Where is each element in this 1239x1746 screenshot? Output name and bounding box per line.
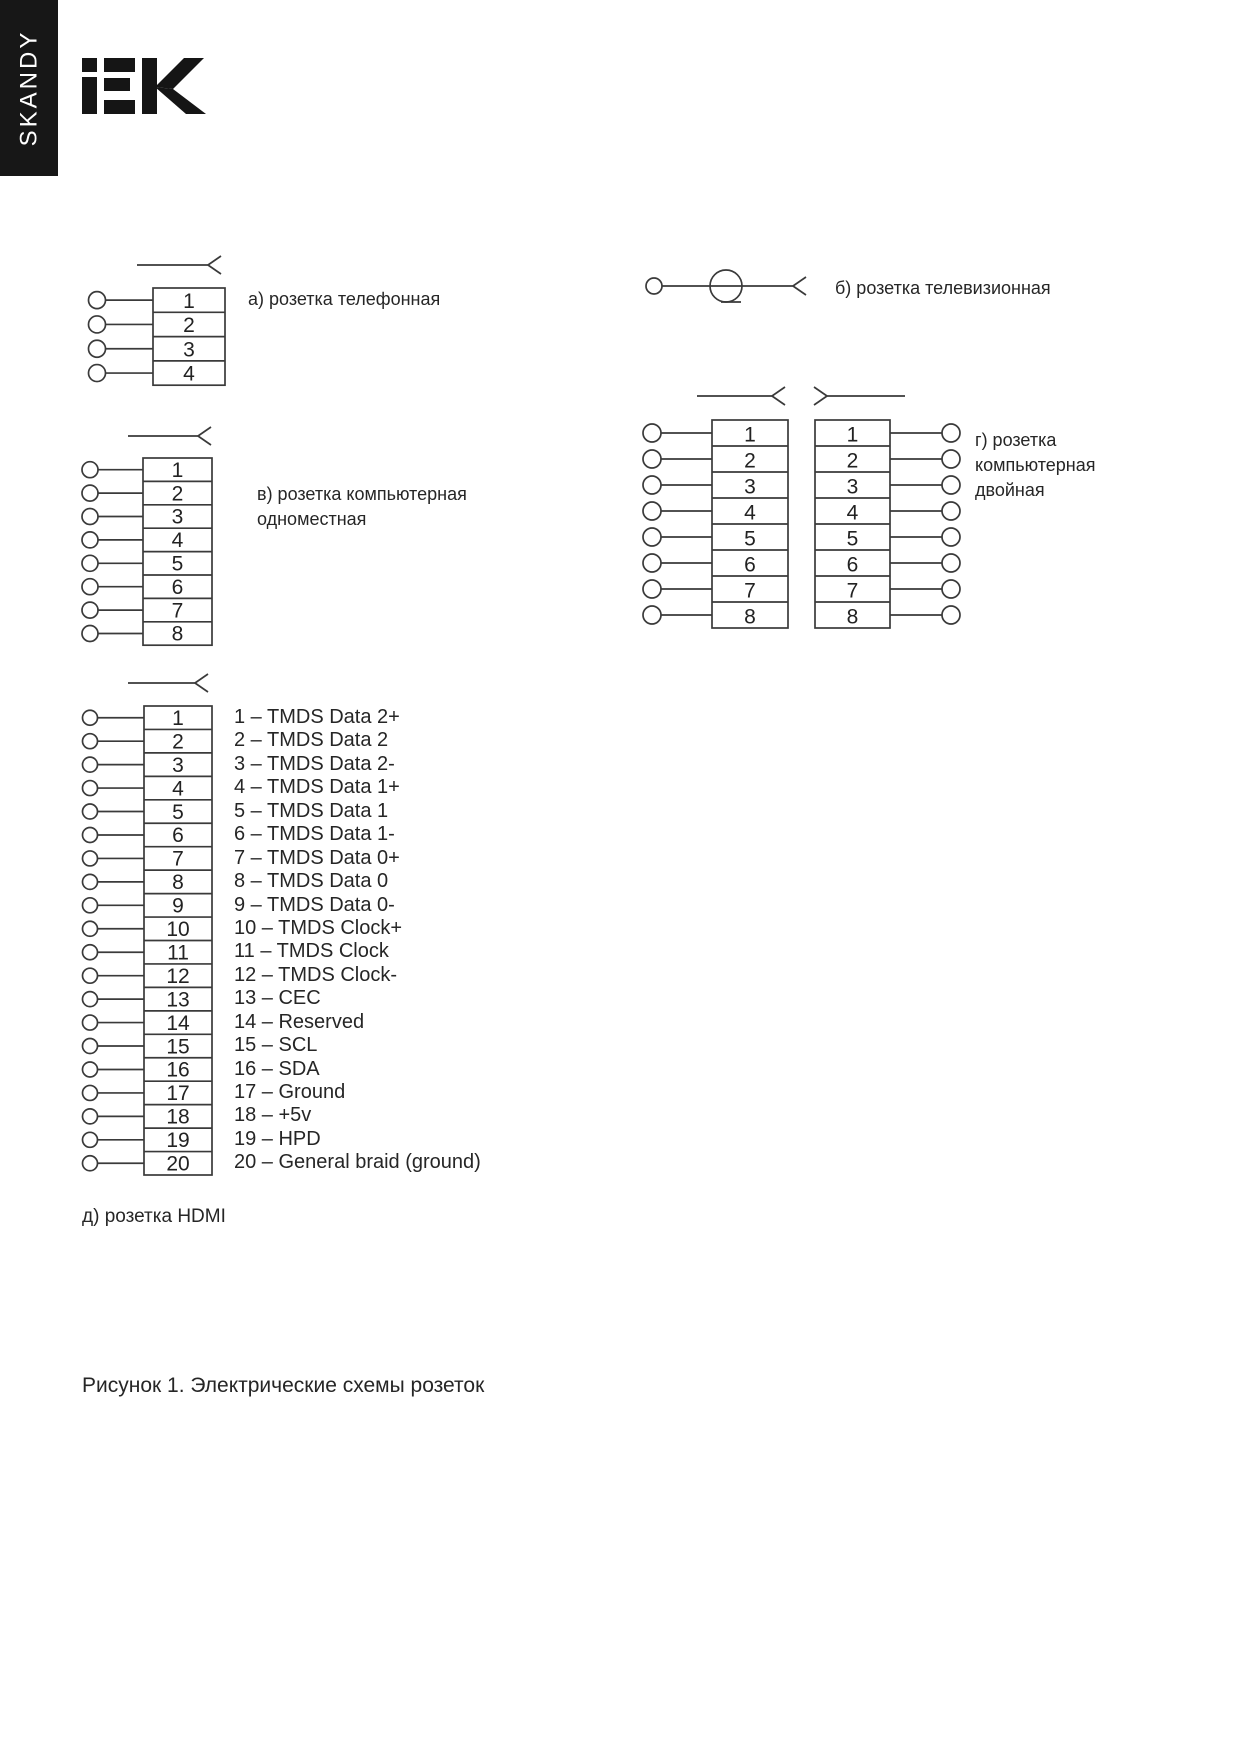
plug-arrowhead-icon [814, 387, 827, 396]
diagram-g-label [975, 428, 1095, 503]
pin-number: 8 [846, 605, 859, 629]
pin-number: 16 [166, 1058, 190, 1082]
hdmi-pin-description: 3 – TMDS Data 2- [234, 752, 395, 775]
pin-number: 3 [744, 475, 756, 499]
pin-number: 7 [744, 579, 756, 603]
contact-terminal-icon [82, 462, 98, 478]
contact-terminal-icon [83, 734, 98, 749]
hdmi-pin-description: 9 – TMDS Data 0- [234, 893, 395, 916]
contact-terminal-icon [82, 555, 98, 571]
contact-terminal-icon [83, 1156, 98, 1171]
hdmi-pin-description: 6 – TMDS Data 1- [234, 823, 395, 846]
socket-arrowhead-icon [772, 396, 785, 405]
contact-terminal-icon [82, 509, 98, 525]
pin-number: 12 [166, 964, 190, 988]
pin-number: 2 [172, 730, 184, 754]
hdmi-pin-description: 16 – SDA [234, 1057, 320, 1080]
contact-terminal-icon [83, 1015, 98, 1030]
contact-terminal-icon [83, 757, 98, 772]
pin-number: 3 [183, 338, 195, 362]
pin-number: 6 [846, 553, 859, 577]
brand-vertical-text: SKANDY [15, 29, 43, 147]
pin-number: 6 [744, 553, 756, 577]
contact-terminal-icon [83, 874, 98, 889]
diagram-g-label-line3: двойная [975, 480, 1045, 500]
pin-number: 15 [166, 1035, 190, 1059]
pin-number: 8 [744, 605, 756, 629]
diagram-a-label: а) розетка телефонная [248, 289, 441, 309]
socket-arrowhead-icon [195, 674, 208, 683]
plug-arrowhead-icon [814, 396, 827, 405]
pin-number: 3 [172, 753, 184, 777]
diagram-d-label: д) розетка HDMI [82, 1206, 226, 1227]
hdmi-pin-description: 13 – CEC [234, 987, 321, 1010]
socket-arrowhead-icon [793, 277, 806, 286]
contact-terminal-icon [89, 292, 106, 309]
pin-number: 10 [166, 918, 190, 941]
pin-number: 8 [171, 622, 184, 646]
contact-terminal-icon [643, 554, 661, 572]
contact-terminal-icon [942, 606, 960, 624]
contact-terminal-icon [89, 365, 106, 382]
contact-terminal-icon [83, 898, 98, 913]
pin-number: 4 [744, 501, 756, 525]
contact-terminal-icon [89, 340, 106, 357]
pin-number: 1 [744, 423, 756, 447]
contact-terminal-icon [82, 485, 98, 501]
pin-number: 5 [744, 527, 756, 551]
contact-terminal-icon [83, 945, 98, 960]
contact-terminal-icon [83, 827, 98, 842]
pin-number: 3 [846, 475, 859, 499]
contact-terminal-icon [942, 554, 960, 572]
diagram-v-label-line2: одноместная [257, 509, 367, 529]
contact-terminal-icon [942, 424, 960, 442]
hdmi-pin-description: 7 – TMDS Data 0+ [234, 846, 400, 869]
pin-number: 4 [171, 529, 184, 553]
hdmi-pin-description: 12 – TMDS Clock- [234, 963, 398, 986]
pin-number: 18 [166, 1105, 190, 1129]
diagram-g-label-line1: г) розетка [975, 430, 1057, 450]
pin-number: 7 [171, 599, 184, 623]
diagram-b-label: б) розетка телевизионная [835, 278, 1051, 298]
contact-terminal-icon [643, 476, 661, 494]
contact-terminal-icon [942, 450, 960, 468]
contact-terminal-icon [83, 992, 98, 1007]
contact-terminal-icon [89, 316, 106, 333]
socket-arrowhead-icon [195, 683, 208, 692]
contact-terminal-icon [82, 532, 98, 548]
contact-terminal-icon [83, 1109, 98, 1124]
contact-terminal-icon [942, 580, 960, 598]
contact-terminal-icon [83, 968, 98, 983]
hdmi-pin-description: 2 – TMDS Data 2 [234, 729, 389, 752]
diagram-g-label-line2: компьютерная [975, 455, 1096, 475]
contact-terminal-icon [83, 921, 98, 936]
socket-arrowhead-icon [198, 436, 211, 445]
contact-terminal-icon [83, 710, 98, 725]
pin-number: 4 [183, 362, 195, 386]
contact-terminal-icon [942, 502, 960, 520]
contact-terminal-icon [83, 781, 98, 796]
figure-caption: Рисунок 1. Электрические схемы розеток [82, 1374, 485, 1397]
pin-number: 1 [171, 458, 184, 482]
tv-terminal-icon [646, 278, 662, 294]
pin-number: 9 [172, 894, 184, 918]
pin-number: 8 [172, 871, 184, 895]
pin-number: 7 [172, 847, 184, 871]
pin-number: 14 [166, 1011, 190, 1035]
pin-number: 11 [167, 941, 189, 965]
hdmi-pin-description: 10 – TMDS Clock+ [234, 916, 403, 939]
hdmi-pin-description: 8 – TMDS Data 0 [234, 870, 389, 893]
hdmi-pin-description: 20 – General braid (ground) [234, 1151, 481, 1174]
contact-terminal-icon [83, 1085, 98, 1100]
hdmi-pin-description: 18 – +5v [234, 1104, 312, 1127]
pin-number: 13 [166, 988, 190, 1012]
pin-number: 5 [172, 800, 184, 824]
hdmi-pin-description: 5 – TMDS Data 1 [234, 799, 389, 822]
hdmi-pin-description: 4 – TMDS Data 1+ [234, 776, 400, 799]
pin-number: 17 [166, 1082, 190, 1106]
hdmi-pin-description: 14 – Reserved [234, 1010, 365, 1033]
hdmi-pin-description: 15 – SCL [234, 1034, 318, 1057]
contact-terminal-icon [942, 528, 960, 546]
contact-terminal-icon [82, 602, 98, 618]
socket-arrowhead-icon [198, 427, 211, 436]
pin-number: 3 [171, 505, 184, 529]
pin-number: 7 [846, 579, 859, 603]
hdmi-pin-list [234, 706, 481, 1175]
pin-number: 6 [172, 824, 184, 848]
pin-number: 1 [846, 423, 859, 447]
contact-terminal-icon [942, 476, 960, 494]
pin-number: 2 [171, 482, 184, 506]
socket-arrowhead-icon [772, 387, 785, 396]
pin-number: 5 [846, 527, 859, 551]
contact-terminal-icon [643, 424, 661, 442]
diagram-v-label [257, 482, 467, 532]
pin-number: 19 [166, 1129, 190, 1153]
contact-terminal-icon [643, 502, 661, 520]
socket-arrowhead-icon [793, 286, 806, 295]
pin-number: 2 [846, 449, 859, 473]
hdmi-pin-description: 19 – HPD [234, 1127, 321, 1150]
diagram-v-label-line1: в) розетка компьютерная [257, 484, 467, 504]
contact-terminal-icon [643, 450, 661, 468]
contact-terminal-icon [643, 528, 661, 546]
contact-terminal-icon [83, 1039, 98, 1054]
pin-number: 2 [744, 449, 756, 473]
socket-arrowhead-icon [208, 265, 221, 274]
pin-number: 2 [183, 314, 195, 338]
pin-number: 6 [171, 575, 184, 599]
socket-arrowhead-icon [208, 256, 221, 265]
hdmi-pin-description: 1 – TMDS Data 2+ [234, 706, 400, 728]
contact-terminal-icon [643, 580, 661, 598]
hdmi-pin-description: 17 – Ground [234, 1081, 346, 1103]
pin-number: 1 [183, 289, 195, 313]
pin-number: 1 [172, 706, 184, 730]
pin-number: 4 [846, 501, 859, 525]
contact-terminal-icon [83, 1062, 98, 1077]
contact-terminal-icon [83, 851, 98, 866]
contact-terminal-icon [82, 579, 98, 595]
hdmi-pin-description: 11 – TMDS Clock [234, 940, 389, 963]
contact-terminal-icon [82, 626, 98, 642]
contact-terminal-icon [83, 1132, 98, 1147]
contact-terminal-icon [643, 606, 661, 624]
contact-terminal-icon [83, 804, 98, 819]
pin-number: 4 [172, 777, 184, 801]
pin-number: 5 [171, 552, 184, 576]
pin-number: 20 [166, 1152, 190, 1176]
